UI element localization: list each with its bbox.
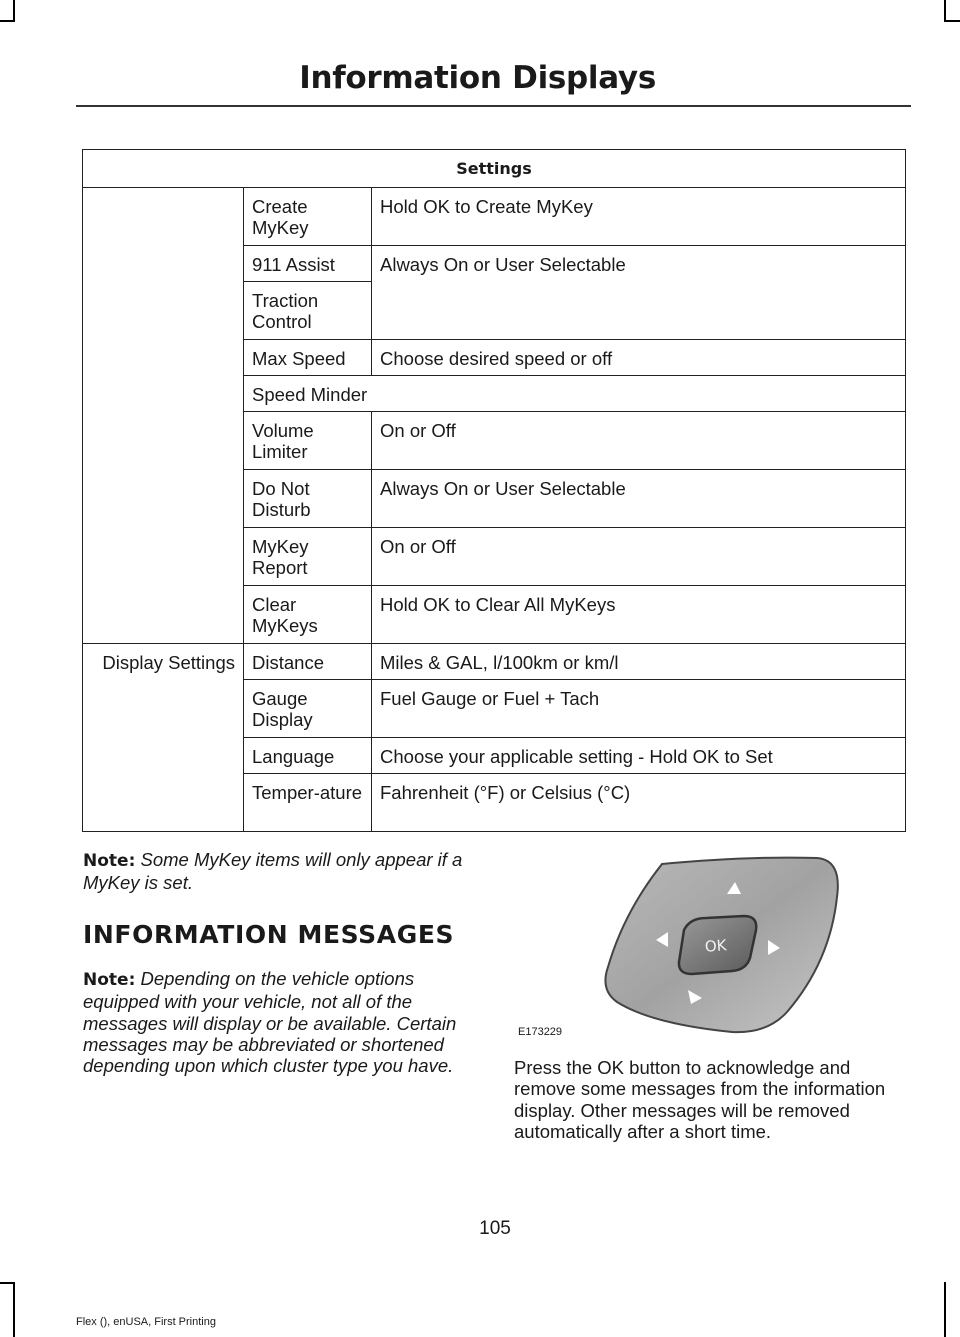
- setting-item: Max Speed: [244, 340, 372, 376]
- settings-table: [82, 149, 906, 832]
- note-mykey: [83, 849, 478, 894]
- group-cell-mykey: [83, 188, 244, 644]
- setting-value: On or Off: [372, 412, 906, 470]
- crop-mark: [13, 0, 15, 22]
- body-paragraph: Press the OK button to acknowledge and remove some messages from the information display. Other messages will be removed automatically after a short time.: [514, 1057, 886, 1142]
- note-label: Note:: [83, 851, 136, 871]
- setting-value: Hold OK to Clear All MyKeys: [372, 586, 906, 644]
- setting-item: Gauge Display: [244, 680, 372, 738]
- figure-id: E173229: [518, 1026, 563, 1038]
- setting-item: MyKey Report: [244, 528, 372, 586]
- crop-mark: [0, 20, 15, 22]
- setting-value: Always On or User Selectable: [372, 470, 906, 528]
- crop-mark: [944, 20, 960, 22]
- note-label: Note:: [83, 970, 136, 990]
- steering-control-illustration: [512, 852, 847, 1042]
- setting-item: Language: [244, 738, 372, 774]
- page-title: Information Displays: [299, 60, 656, 96]
- setting-item: Distance: [244, 644, 372, 680]
- setting-item: Do Not Disturb: [244, 470, 372, 528]
- setting-value: On or Off: [372, 528, 906, 586]
- setting-item: Speed Minder: [244, 376, 906, 412]
- steering-wheel-controls-figure: [512, 852, 847, 1042]
- ok-button-label: OK: [704, 936, 728, 956]
- header-divider: [76, 105, 911, 107]
- setting-value: Fahrenheit (°F) or Celsius (°C): [372, 774, 906, 832]
- setting-item: Create MyKey: [244, 188, 372, 246]
- note-messages: [83, 968, 478, 1076]
- section-heading: INFORMATION MESSAGES: [83, 920, 455, 949]
- setting-value: Always On or User Selectable: [372, 246, 906, 340]
- setting-value: Fuel Gauge or Fuel + Tach: [372, 680, 906, 738]
- setting-item: Clear MyKeys: [244, 586, 372, 644]
- note-text: Some MyKey items will only appear if a MyKey is set.: [83, 849, 463, 894]
- group-cell-display-settings: Display Settings: [83, 644, 244, 832]
- setting-value: Hold OK to Create MyKey: [372, 188, 906, 246]
- setting-value: Choose your applicable setting - Hold OK to Set: [372, 738, 906, 774]
- setting-item: 911 Assist: [244, 246, 372, 282]
- table-title: Settings: [83, 150, 906, 188]
- setting-value: Choose desired speed or off: [372, 340, 906, 376]
- crop-mark: [944, 1282, 946, 1337]
- crop-mark: [944, 0, 946, 22]
- page-footer: Flex (), enUSA, First Printing: [76, 1316, 216, 1328]
- note-text: Depending on the vehicle options equipped with your vehicle, not all of the messages will display or be available. Certain messages may be abbreviated or shortened depending upon which cluster type you have.: [83, 968, 457, 1077]
- crop-mark: [13, 1282, 15, 1337]
- setting-item: Traction Control: [244, 282, 372, 340]
- crop-mark: [0, 1282, 15, 1284]
- setting-item: Volume Limiter: [244, 412, 372, 470]
- setting-value: Miles & GAL, l/100km or km/l: [372, 644, 906, 680]
- page-number: 105: [479, 1218, 511, 1239]
- setting-item: Temper-ature: [244, 774, 372, 832]
